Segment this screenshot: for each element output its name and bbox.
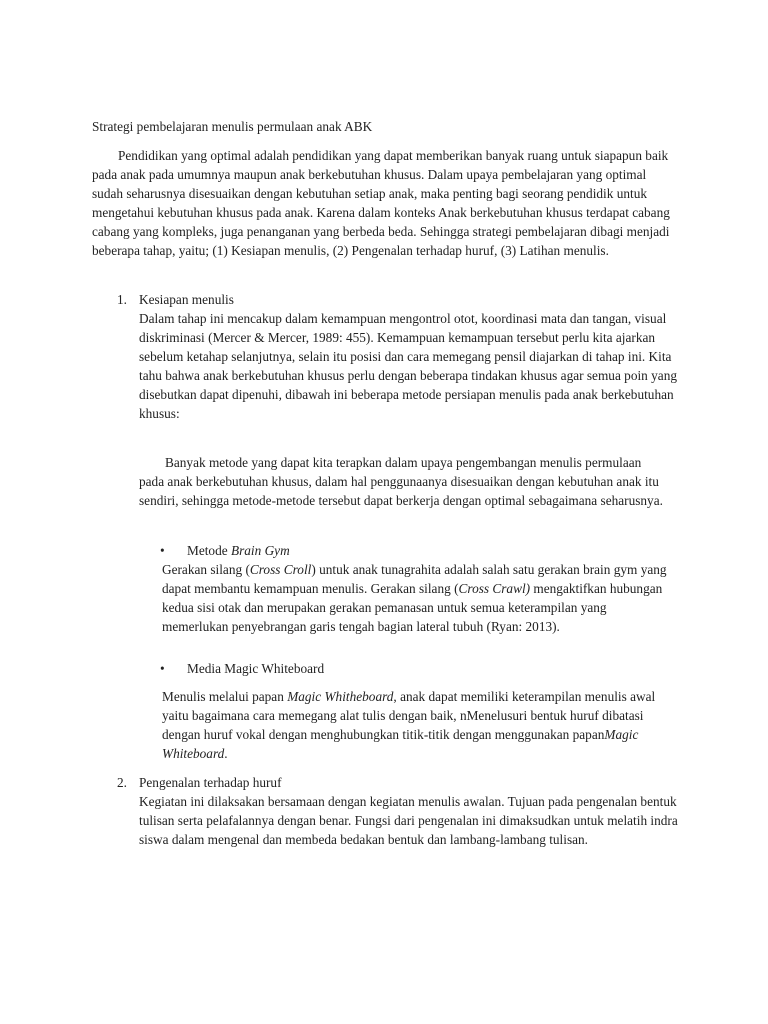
- bullet2-body-part1: Menulis melalui papan: [162, 689, 288, 704]
- section2-number: 2.: [117, 775, 127, 790]
- bullet1-title-italic: Brain Gym: [230, 543, 290, 558]
- bullet1-body-part1: Gerakan silang (: [162, 562, 250, 577]
- section1-body: Dalam tahap ini mencakup dalam kemampuan mengontrol otot, koordinasi mata dan tangan, visual diskriminasi (Mercer & Mercer, 1989: 455). Kemampuan kemampuan tersebut perlu kita ajarkan sebelum ketahap selanjutnya, selain itu posisi dan cara memegang pensil diajarkan di tahap ini. Kita tahu bahwa anak berkebutuhan khusus perlu dengan beberapa tindakan khusus agar semua poin yang disebutkan dapat dipenuhi, dibawah ini beberapa metode persiapan menulis pada anak berkebutuhan khusus:: [139, 311, 677, 421]
- section1-paragraph2: Banyak metode yang dapat kita terapkan dalam upaya pengembangan menulis permulaan pada anak berkebutuhan khusus, dalam hal penggunaanya disesuaikan dengan kebutuhan anak itu sendiri, sehingga metode-metode tersebut dapat berkerja dengan optimal sebagaimana seharusnya.: [139, 455, 663, 508]
- bullet1-marker: •: [160, 543, 165, 558]
- section2-body: Kegiatan ini dilaksakan bersamaan dengan kegiatan menulis awalan. Tujuan pada pengenalan bentuk tulisan serta pelafalannya dengan benar. Fungsi dari pengenalan ini dimaksudkan untuk melatih indra siswa dalam mengenal dan membeda bedakan bentuk dan lambang-lambang tulisan.: [139, 794, 678, 847]
- bullet1-body: [162, 560, 672, 636]
- section2-heading: Pengenalan terhadap huruf: [139, 775, 282, 790]
- bullet2-body-part3: .: [224, 746, 228, 761]
- bullet2-marker: •: [160, 661, 165, 676]
- section1: [139, 290, 679, 423]
- bullet1-body-italic1: Cross Croll: [249, 562, 312, 577]
- section1-heading: Kesiapan menulis: [139, 292, 234, 307]
- section2: [139, 773, 679, 849]
- bullet2-body-italic1: Magic Whitheboard: [287, 689, 394, 704]
- bullet2-body-italic2: Magic Whiteboard: [162, 727, 639, 761]
- bullet2-body: [162, 687, 682, 763]
- bullet1-body-italic2: Cross Crawl): [458, 581, 531, 596]
- bullet2-title: Media Magic Whiteboard: [187, 661, 325, 676]
- bullet1-title: [187, 541, 290, 560]
- bullet1-title-prefix: Metode: [187, 543, 231, 558]
- bullet1-body-part3: mengaktifkan hubungan kedua sisi otak dan merupakan gerakan pemanasan untuk semua keterampilan yang memerlukan penyebrangan garis tengah bagian lateral tubuh (Ryan: 2013).: [162, 581, 663, 634]
- bullet2-body-part2: , anak dapat memiliki keterampilan menulis awal yaitu bagaimana cara memegang alat tulis dengan baik, nMenelusuri bentuk huruf dibatasi dengan huruf vokal dengan menghubungkan titik-titik dengan menggunakan papan: [162, 689, 656, 742]
- document-title: Strategi pembelajaran menulis permulaan anak ABK: [92, 119, 373, 134]
- intro-paragraph: Pendidikan yang optimal adalah pendidikan yang dapat memberikan banyak ruang untuk siapapun baik pada anak pada umumnya maupun anak berkebutuhan khusus. Dalam upaya pembelajaran yang optimal sudah seharusnya disesuaikan dengan kebutuhan setiap anak, maka penting bagi seorang pendidik untuk mengetahui kebutuhan khusus pada anak. Karena dalam konteks Anak berkebutuhan khusus terdapat cabang cabang yang kompleks, juga penanganan yang berbeda beda. Sehingga strategi pembelajaran dibagi menjadi beberapa tahap, yaitu; (1) Kesiapan menulis, (2) Pengenalan terhadap huruf, (3) Latihan menulis.: [92, 148, 670, 258]
- bullet1-body-part2: ) untuk anak tunagrahita adalah salah satu gerakan brain gym yang dapat membantu kemampuan menulis. Gerakan silang (: [162, 562, 667, 596]
- section1-number: 1.: [117, 292, 127, 307]
